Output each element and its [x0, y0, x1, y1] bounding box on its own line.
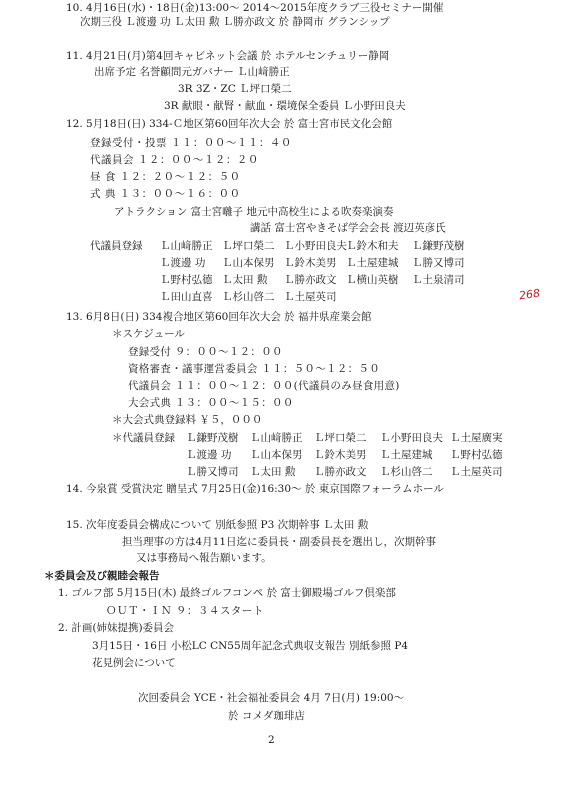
hanami-line: 花見例会について	[92, 657, 176, 669]
delegate-name: Ｌ野村弘德	[450, 449, 503, 461]
delegate-name: Ｌ鈴木美男	[314, 449, 367, 461]
delegate-name: Ｌ土屋廣実	[450, 432, 503, 444]
delegate-name: Ｌ杉山啓二	[380, 466, 433, 478]
delegate-name: Ｌ横山英樹	[346, 274, 399, 286]
item-12-lecture: 講話 富士宮やきそば学会会長 渡辺英彦氏	[250, 222, 446, 234]
delegate-name: Ｌ田山直喜	[160, 291, 213, 303]
item-15-line1: 15. 次年度委員会構成について 別紙参照 P3 次期幹事 Ｌ太田 勲	[66, 519, 369, 531]
delegate-name: Ｌ小野田良夫	[284, 240, 347, 252]
golf-line: 1. ゴルフ部 5月15日(木) 最終ゴルフコンペ 於 富士御殿場ゴルフ倶楽部	[58, 587, 396, 599]
item-13-delegates-label: ＊代議員登録	[112, 432, 175, 444]
next-meeting-line: 次回委員会 YCE・社会福祉委員会 4月 7日(月) 19:00～	[138, 692, 405, 704]
delegate-name: Ｌ土屋建城	[346, 257, 399, 269]
delegate-name: Ｌ山本保男	[222, 257, 275, 269]
golf-start-line: ＯＵＴ・ＩＮ ９：３４スタート	[106, 605, 264, 617]
delegate-name: Ｌ渡邊 功	[160, 257, 206, 269]
delegate-name: Ｌ坪口榮二	[314, 432, 367, 444]
delegate-name: Ｌ坪口榮二	[222, 240, 275, 252]
delegate-name: Ｌ土屋英司	[450, 466, 503, 478]
delegate-name: Ｌ野村弘德	[160, 274, 213, 286]
delegate-name: Ｌ勝又博司	[412, 257, 465, 269]
item-13-sched-4: 大会式典 １３：００～１５：００	[128, 397, 294, 409]
item-12-line1: 12. 5月18日(日) 334-Ｃ地区第60回年次大会 於 富士宮市民文化会館	[66, 118, 393, 130]
delegate-name: Ｌ勝亦政文	[284, 274, 337, 286]
section-title: ＊委員会及び親睦会報告	[44, 570, 160, 582]
delegate-name: Ｌ山﨑勝正	[160, 240, 213, 252]
item-10-line1: 10. 4月16日(水)・18日(金)13:00～ 2014～2015年度クラブ三役セミナー開催	[66, 2, 444, 14]
plan-committee-line: 2. 計画(姉妹提携)委員会	[58, 622, 175, 634]
delegate-name: Ｌ鎌野茂樹	[186, 432, 239, 444]
delegate-name: Ｌ鈴木美男	[284, 257, 337, 269]
item-13-sched-2: 資格審査・議事運営委員会 １１：５０～１２：５０	[128, 363, 381, 375]
delegate-name: Ｌ太田 勲	[250, 466, 296, 478]
delegate-name: Ｌ土屋建城	[380, 449, 433, 461]
plan-detail-line: 3月15日・16日 小松LC CN55周年記念式典収支報告 別紙参照 P4	[92, 640, 409, 652]
delegate-name: Ｌ土屋英司	[284, 291, 337, 303]
item-13-schedule-label: ＊スケジュール	[112, 328, 185, 340]
delegate-name: Ｌ土泉清司	[412, 274, 465, 286]
item-12-sched-1: 登録受付・投票 １１：００～１１：４０	[90, 137, 292, 149]
delegate-name: Ｌ鈴木和夫	[346, 240, 399, 252]
item-11-line2: 出席予定 名誉顧問元ガバナー Ｌ山﨑勝正	[94, 66, 290, 78]
item-12-delegates-grid	[160, 240, 478, 304]
item-13-fee: ＊大会式典登録料 ￥５，０００	[112, 414, 263, 426]
next-meeting-venue: 於 コメダ珈琲店	[228, 710, 305, 722]
delegate-name: Ｌ山﨑勝正	[250, 432, 303, 444]
item-11-line4: 3R 献眼・献腎・献血・環境保全委員 Ｌ小野田良夫	[164, 100, 406, 112]
item-10-line2: 次期三役 Ｌ渡邊 功 Ｌ太田 勲 Ｌ勝亦政文 於 静岡市 グランシップ	[80, 16, 390, 28]
item-13-line1: 13. 6月8日(日) 334複合地区第60回年次大会 於 福井県産業会館	[66, 311, 372, 323]
delegate-name: Ｌ勝又博司	[186, 466, 239, 478]
item-14-line1: 14. 今泉賞 受賞決定 贈呈式 7月25日(金)16:30～ 於 東京国際フォーラムホール	[66, 483, 444, 495]
delegate-name: Ｌ鎌野茂樹	[412, 240, 465, 252]
delegate-name: Ｌ勝亦政文	[314, 466, 367, 478]
item-15-line3: 又は事務局へ報告願います。	[136, 552, 272, 564]
page-number: 2	[268, 734, 275, 746]
item-11-line1: 11. 4月21日(月)第4回キャビネット会議 於 ホテルセンチュリー静岡	[66, 50, 390, 62]
item-13-delegates-grid	[186, 432, 516, 479]
delegate-name: Ｌ小野田良夫	[380, 432, 443, 444]
item-12-sched-3: 昼 食 １２：２０～１２：５０	[90, 171, 241, 183]
delegate-name: Ｌ杉山啓二	[222, 291, 275, 303]
item-12-sched-2: 代議員会 １２：００～１２：２０	[90, 154, 259, 166]
handwritten-note: 268	[518, 286, 541, 303]
delegate-name: Ｌ太田 勲	[222, 274, 268, 286]
item-13-sched-3: 代議員会 １１：００～１２：００(代議員のみ昼食用意)	[128, 380, 400, 392]
item-15-line2: 担当理事の方は4月11日迄に委員長・副委員長を選出し，次期幹事	[122, 536, 437, 548]
item-11-line3: 3R 3Z・ZC Ｌ坪口榮二	[178, 83, 292, 95]
item-13-sched-1: 登録受付 ９：００～１２：００	[128, 346, 283, 358]
delegate-name: Ｌ渡邊 功	[186, 449, 232, 461]
item-12-attraction: アトラクション 富士宮囃子 地元中高校生による吹奏楽演奏	[114, 206, 394, 218]
item-12-sched-4: 式 典 １３：００～１６：００	[90, 188, 241, 200]
item-12-delegates-label: 代議員登録	[90, 240, 143, 252]
delegate-name: Ｌ山本保男	[250, 449, 303, 461]
